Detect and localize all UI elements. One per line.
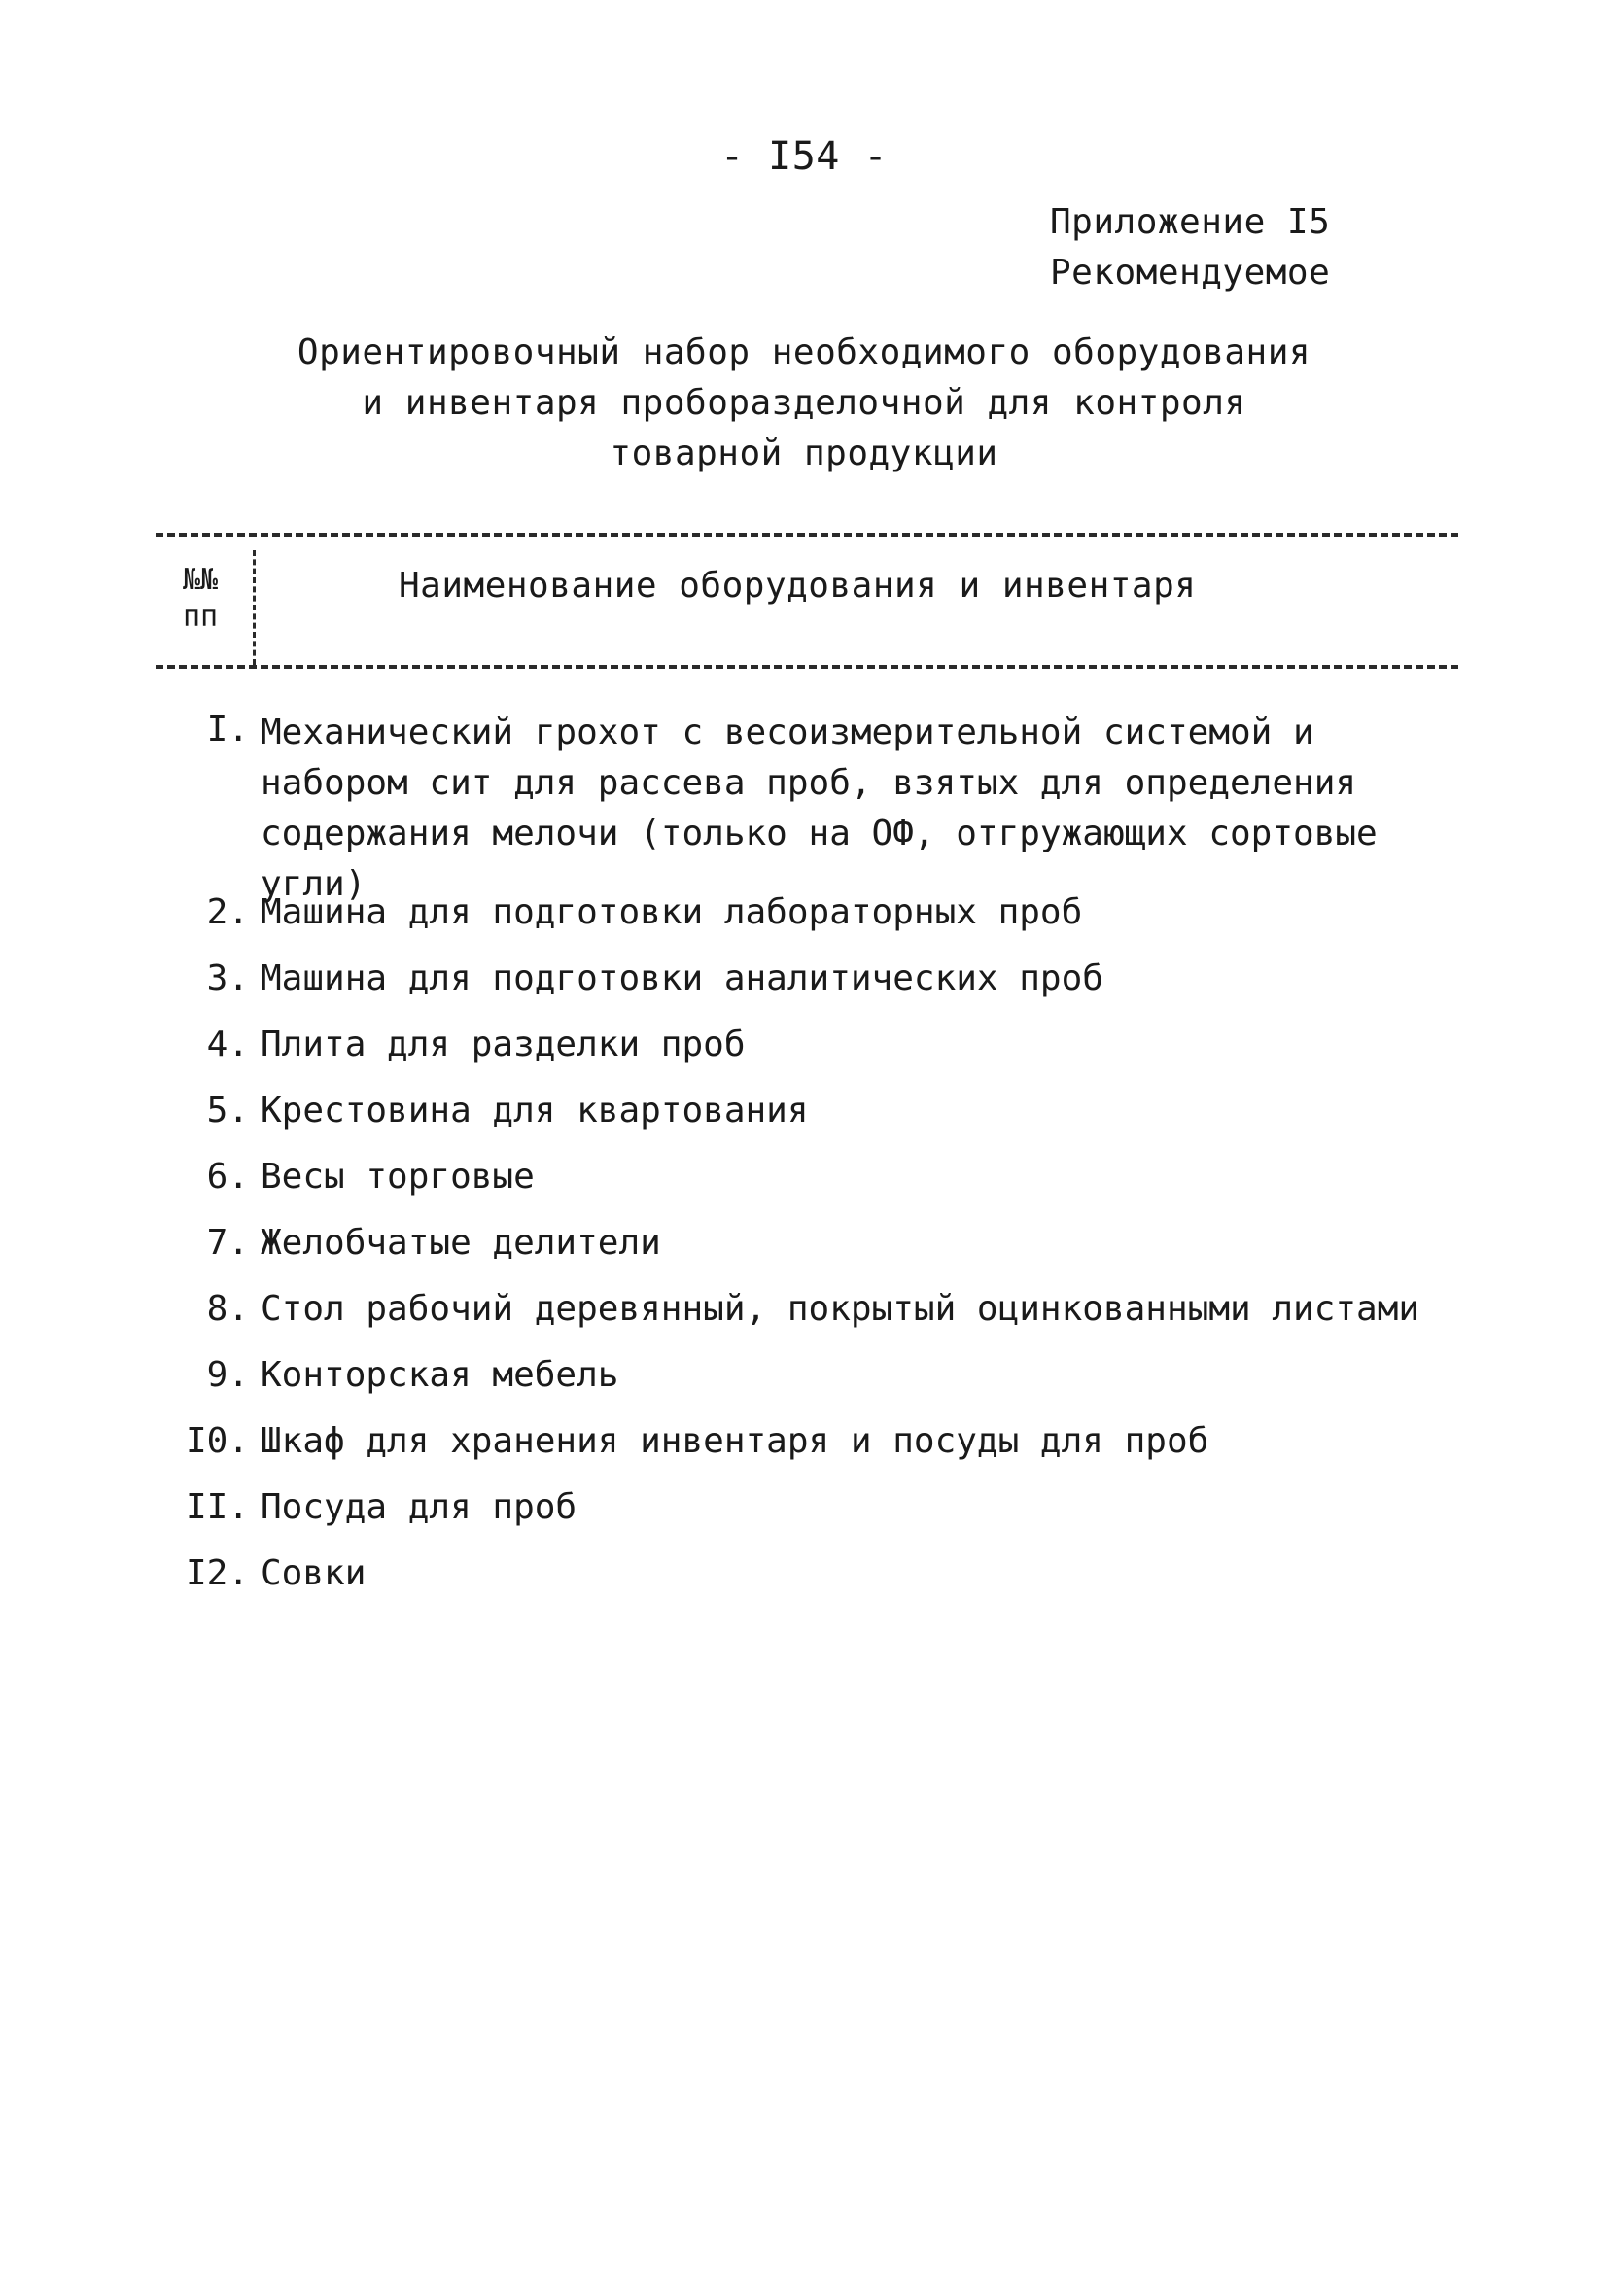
table-top-rule bbox=[156, 533, 1458, 537]
list-item bbox=[0, 1353, 1608, 1398]
page-number: - I54 - bbox=[719, 134, 889, 179]
item-text: Крестовина для квартования bbox=[261, 1091, 809, 1131]
recommended-label: Рекомендуемое bbox=[1050, 253, 1331, 293]
table-header-bottom-rule bbox=[156, 665, 1458, 669]
appendix-label: Приложение I5 bbox=[1050, 202, 1331, 242]
list-item bbox=[0, 1551, 1608, 1596]
item-text: Машина для подготовки аналитических проб bbox=[261, 958, 1103, 998]
item-text: Стол рабочий деревянный, покрытый оцинкованными листами bbox=[261, 1289, 1420, 1329]
item-text: Шкаф для хранения инвентаря и посуды для проб bbox=[261, 1421, 1209, 1461]
list-item bbox=[0, 1221, 1608, 1266]
column-header-name: Наименование оборудования и инвентаря bbox=[399, 566, 1197, 606]
item-number: 3. bbox=[206, 958, 249, 998]
list-item bbox=[0, 1485, 1608, 1530]
item-number: II. bbox=[185, 1487, 249, 1527]
item-text: Совки bbox=[261, 1553, 367, 1593]
item-number: 9. bbox=[206, 1355, 249, 1395]
item-number: I. bbox=[206, 710, 249, 749]
item-number: 7. bbox=[206, 1223, 249, 1263]
table-column-divider bbox=[253, 550, 256, 665]
item-text: Конторская мебель bbox=[261, 1355, 619, 1395]
item-text: Плита для разделки проб bbox=[261, 1025, 746, 1064]
list-item bbox=[0, 1419, 1608, 1464]
item-text: Механический грохот с весоизмерительной системой и набором сит для рассева проб, взятых для определения содержания мелочи (только на ОФ, отгружающих сортовые угли) bbox=[261, 713, 1378, 904]
item-text: Весы торговые bbox=[261, 1157, 535, 1197]
item-number: I2. bbox=[185, 1553, 249, 1593]
item-number: 5. bbox=[206, 1091, 249, 1131]
list-item bbox=[0, 708, 1608, 904]
item-text: Желобчатые делители bbox=[261, 1223, 661, 1263]
item-number: 4. bbox=[206, 1025, 249, 1064]
item-number: 6. bbox=[206, 1157, 249, 1197]
list-item bbox=[0, 890, 1608, 935]
column-header-number-line1: №№ bbox=[182, 563, 219, 597]
list-item bbox=[0, 957, 1608, 1001]
title-line-1: Ориентировочный набор необходимого оборудования bbox=[297, 332, 1311, 372]
list-item bbox=[0, 1287, 1608, 1332]
item-number: 2. bbox=[206, 892, 249, 932]
title-line-2: и инвентаря проборазделочной для контроля bbox=[362, 383, 1246, 423]
column-header-number-line2: пп bbox=[182, 600, 219, 634]
column-header-number bbox=[171, 562, 229, 636]
item-number: 8. bbox=[206, 1289, 249, 1329]
title-line-3: товарной продукции bbox=[610, 434, 998, 473]
list-item bbox=[0, 1023, 1608, 1067]
item-text: Посуда для проб bbox=[261, 1487, 577, 1527]
list-item bbox=[0, 1155, 1608, 1200]
item-text: Машина для подготовки лабораторных проб bbox=[261, 892, 1083, 932]
list-item bbox=[0, 1089, 1608, 1133]
item-number: I0. bbox=[185, 1421, 249, 1461]
